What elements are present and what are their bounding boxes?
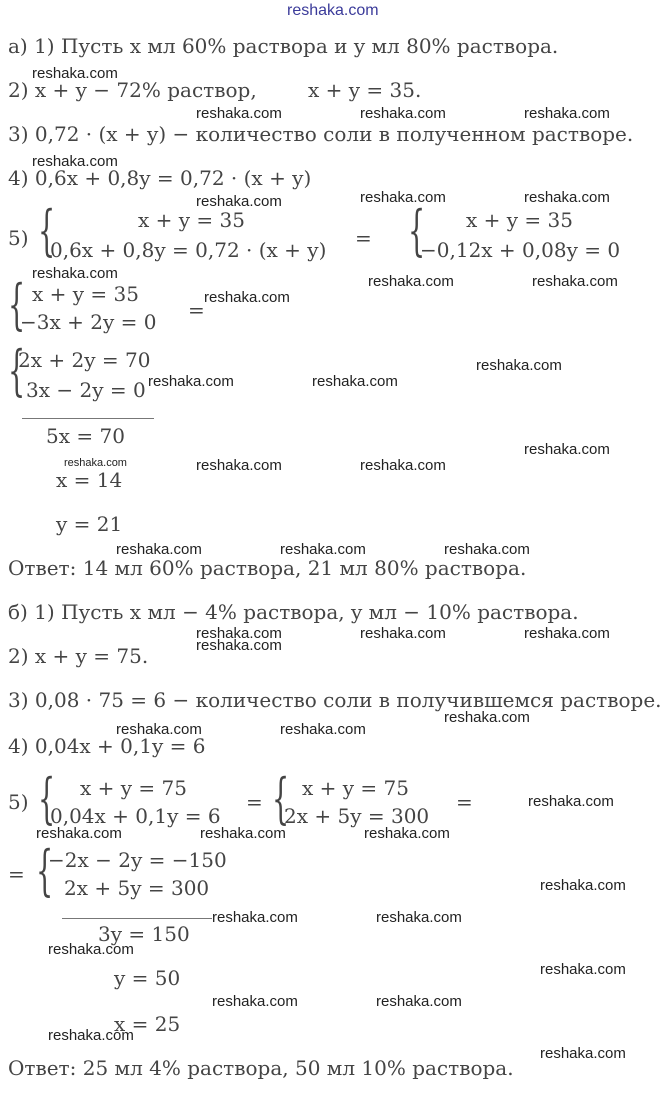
watermark: reshaka.com — [524, 625, 610, 642]
part-b-step-5-label: 5) — [8, 790, 29, 814]
system-brace-icon: { — [36, 839, 54, 902]
part-b-system1-eq1: x + y = 75 — [80, 776, 187, 800]
part-a-y-value: y = 21 — [56, 512, 123, 536]
system-brace-icon: { — [38, 199, 56, 262]
sum-divider — [62, 918, 212, 919]
watermark: reshaka.com — [32, 153, 118, 170]
watermark: reshaka.com — [200, 825, 286, 842]
watermark: reshaka.com — [376, 909, 462, 926]
watermark: reshaka.com — [524, 189, 610, 206]
part-b-system2-eq2: 2x + 5y = 300 — [284, 804, 430, 828]
watermark: reshaka.com — [312, 373, 398, 390]
watermark: reshaka.com — [196, 457, 282, 474]
watermark: reshaka.com — [212, 909, 298, 926]
watermark: reshaka.com — [528, 793, 614, 810]
part-a-system4-eq1: 2x + 2y = 70 — [18, 348, 151, 372]
watermark: reshaka.com — [204, 289, 290, 306]
watermark: reshaka.com — [280, 541, 366, 558]
watermark: reshaka.com — [32, 65, 118, 82]
part-b-system1-equals: = — [246, 790, 263, 814]
part-a-system2-eq2: −0,12x + 0,08y = 0 — [420, 238, 621, 262]
part-a-step-2: 2) x + y − 72% раствор, — [8, 78, 257, 102]
watermark: reshaka.com — [444, 541, 530, 558]
watermark: reshaka.com — [360, 457, 446, 474]
watermark: reshaka.com — [32, 265, 118, 282]
watermark: reshaka.com — [360, 189, 446, 206]
watermark: reshaka.com — [524, 441, 610, 458]
watermark: reshaka.com — [64, 457, 127, 469]
part-b-system3-eq2: 2x + 5y = 300 — [64, 876, 210, 900]
watermark: reshaka.com — [196, 637, 282, 654]
part-a-system4-eq2: 3x − 2y = 0 — [26, 378, 146, 402]
part-a-step-2-equation: x + y = 35. — [308, 78, 422, 102]
part-a-step-4: 4) 0,6x + 0,8y = 0,72 · (x + y) — [8, 166, 312, 190]
watermark: reshaka.com — [48, 941, 134, 958]
part-b-step-3: 3) 0,08 · 75 = 6 − количество соли в получившемся растворе. — [8, 688, 662, 712]
part-a-step-5-label: 5) — [8, 226, 29, 250]
part-b-step-1: б) 1) Пусть x мл − 4% раствора, y мл − 10% раствора. — [8, 600, 579, 624]
part-a-answer: Ответ: 14 мл 60% раствора, 21 мл 80% раствора. — [8, 556, 527, 580]
part-b-step-4: 4) 0,04x + 0,1y = 6 — [8, 734, 206, 758]
part-a-system1-eq1: x + y = 35 — [138, 208, 245, 232]
part-a-system1-equals: = — [355, 226, 372, 250]
part-b-step-2: 2) x + y = 75. — [8, 644, 149, 668]
watermark: reshaka.com — [36, 825, 122, 842]
watermark: reshaka.com — [148, 373, 234, 390]
watermark: reshaka.com — [280, 721, 366, 738]
watermark: reshaka.com — [540, 961, 626, 978]
watermark: reshaka.com — [196, 625, 282, 642]
part-a-system1-eq2: 0,6x + 0,8y = 0,72 · (x + y) — [50, 238, 327, 262]
watermark: reshaka.com — [116, 721, 202, 738]
part-a-step-3: 3) 0,72 · (x + y) − количество соли в полученном растворе. — [8, 122, 634, 146]
watermark: reshaka.com — [196, 105, 282, 122]
sum-divider — [22, 418, 154, 419]
part-a-sum: 5x = 70 — [46, 424, 125, 448]
part-b-system2-eq1: x + y = 75 — [302, 776, 409, 800]
part-a-system3-eq2: −3x + 2y = 0 — [20, 310, 157, 334]
watermark: reshaka.com — [476, 357, 562, 374]
part-a-system2-eq1: x + y = 35 — [466, 208, 573, 232]
watermark: reshaka.com — [360, 105, 446, 122]
part-a-x-value: x = 14 — [56, 468, 123, 492]
system-brace-icon: { — [408, 199, 426, 262]
watermark: reshaka.com — [444, 709, 530, 726]
watermark: reshaka.com — [212, 993, 298, 1010]
watermark: reshaka.com — [532, 273, 618, 290]
watermark: reshaka.com — [368, 273, 454, 290]
part-a-step-1: а) 1) Пусть x мл 60% раствора и y мл 80% раствора. — [8, 34, 559, 58]
watermark: reshaka.com — [196, 193, 282, 210]
part-b-system3-eq1: −2x − 2y = −150 — [48, 848, 227, 872]
watermark: reshaka.com — [116, 541, 202, 558]
part-b-system1-eq2: 0,04x + 0,1y = 6 — [50, 804, 221, 828]
part-b-system2-equals: = — [456, 790, 473, 814]
part-b-answer: Ответ: 25 мл 4% раствора, 50 мл 10% раствора. — [8, 1056, 514, 1080]
watermark: reshaka.com — [540, 1045, 626, 1062]
part-a-system3-equals: = — [188, 298, 205, 322]
system-brace-icon: { — [38, 767, 56, 830]
system-brace-icon: { — [8, 339, 26, 402]
watermark: reshaka.com — [364, 825, 450, 842]
site-watermark-top: reshaka.com — [287, 2, 379, 19]
part-a-system3-eq1: x + y = 35 — [32, 282, 139, 306]
watermark: reshaka.com — [540, 877, 626, 894]
part-b-sum: 3y = 150 — [98, 922, 190, 946]
watermark: reshaka.com — [376, 993, 462, 1010]
watermark: reshaka.com — [524, 105, 610, 122]
watermark: reshaka.com — [360, 625, 446, 642]
system-brace-icon: { — [272, 767, 290, 830]
part-b-x-value: x = 25 — [114, 1012, 181, 1036]
watermark: reshaka.com — [48, 1027, 134, 1044]
part-b-y-value: y = 50 — [114, 966, 181, 990]
part-b-system3-equals: = — [8, 862, 25, 886]
system-brace-icon: { — [8, 273, 26, 336]
